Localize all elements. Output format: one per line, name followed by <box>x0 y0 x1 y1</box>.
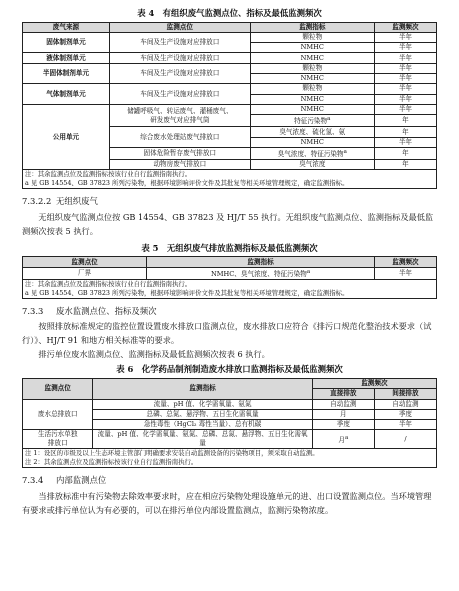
table-row <box>23 104 437 114</box>
table4-point-cell: 车间及生产设施对应排放口 <box>109 32 250 53</box>
table4-freq-cell: 半年 <box>374 84 436 94</box>
table5-note: 注：其余监测点位及监测指标按该行业自行监测指南执行。 <box>25 279 192 288</box>
footnote-marker: a <box>343 148 347 155</box>
table4-point-cell: 车间及生产设施对应排放口 <box>109 53 250 63</box>
table4-freq-cell: 半年 <box>374 63 436 73</box>
table4-header-point: 监测点位 <box>109 22 250 32</box>
table6 <box>22 378 437 468</box>
section-heading <box>22 196 437 207</box>
section-number: 7.3.4 <box>22 475 44 486</box>
table6-point-cell <box>23 430 93 449</box>
section-heading <box>22 306 437 317</box>
table4-indicator-cell <box>250 147 374 159</box>
table5-indicator-cell <box>147 267 375 279</box>
table6-indicator-cell: 总磷、总氮、悬浮物、五日生化需氧量 <box>93 409 312 419</box>
table4-caption: 表 4 有组织废气监测点位、指标及最低监测频次 <box>137 8 322 18</box>
section-title: 内部监测点位 <box>56 475 107 486</box>
table6-point-line: 排放口 <box>47 439 68 448</box>
table5-notes <box>23 279 437 298</box>
table4 <box>22 22 437 190</box>
table4-indicator-cell: 臭气浓度 <box>250 160 374 170</box>
table4-point-cell: 动物房废气排放口 <box>109 160 250 170</box>
table5-indicator-text: NMHC、臭气浓度、特征污染物 <box>210 269 307 278</box>
table5 <box>22 256 437 298</box>
table6-indicator-cell: 流量、pH 值、化学需氧量、氨氮、总磷、总氮、悬浮物、五日生化需氧量 <box>93 430 312 449</box>
table4-source-cell: 气体制剂单元 <box>23 84 110 105</box>
table6-indicator-cell: 流量、pH 值、化学需氧量、氨氮 <box>93 399 312 409</box>
table4-notes <box>23 170 437 189</box>
table4-indicator-cell: 颗粒物 <box>250 63 374 73</box>
paragraph: 排污单位废水监测点位、监测指标及最低监测频次按表 6 执行。 <box>38 349 270 360</box>
table6-header-point: 监测点位 <box>23 378 93 399</box>
footnote-marker: a <box>345 434 349 441</box>
table4-source-cell: 公用单元 <box>23 104 110 170</box>
table5-header-row <box>23 257 437 267</box>
table4-point-cell: 车间及生产设施对应排放口 <box>109 63 250 84</box>
table4-source-cell: 半固体制剂单元 <box>23 63 110 84</box>
table4-indicator-cell: NMHC <box>250 104 374 114</box>
table5-note: a 见 GB 14554、GB 37823 所列污染物，根据环境影响评价文件及其批复等相关环境管理规定，确定监测指标。 <box>25 288 349 297</box>
table6-indirect-cell: 季度 <box>374 409 436 419</box>
table6-note: 注 1：设区的市级及以上生态环境主管部门明确要求安装自动监测设备的污染物项目，须采取自动监测。 <box>25 449 319 458</box>
footnote-marker: a <box>327 116 331 123</box>
table4-note: 注：其余监测点位及监测指标按该行业自行监测指南执行。 <box>25 170 192 179</box>
table6-direct-text: 月 <box>338 436 345 444</box>
table6-indirect-cell: / <box>374 430 436 449</box>
table4-freq-cell: 半年 <box>374 104 436 114</box>
section-heading <box>22 475 437 486</box>
section-title: 无组织废气 <box>56 196 98 207</box>
table4-indicator-cell: 臭气浓度、硫化氢、氨 <box>250 127 374 137</box>
table-row <box>23 399 437 409</box>
table4-freq-cell: 半年 <box>374 53 436 63</box>
table4-header-row <box>23 22 437 32</box>
table6-direct-cell: 自动监测 <box>312 399 374 409</box>
table6-indirect-cell: 自动监测 <box>374 399 436 409</box>
table6-header-freq: 监测频次 <box>312 378 436 388</box>
table4-indicator-text: 臭气浓度、特征污染物 <box>277 150 344 159</box>
table4-freq-cell: 半年 <box>374 43 436 53</box>
table6-caption: 表 6 化学药品制剂制造废水排放口监测指标及最低监测频次 <box>116 364 343 375</box>
table4-freq-cell: 年 <box>374 160 436 170</box>
table6-note: 注 2：其余监测点位及监测指标按该行业自行监测指南执行。 <box>25 458 198 467</box>
table4-indicator-cell: NMHC <box>250 53 374 63</box>
table4-indicator-cell: 颗粒物 <box>250 84 374 94</box>
table6-point-line: 生活污水单独 <box>37 430 78 439</box>
table4-point-line: 储罐呼吸气、转运废气、灌桶废气、 <box>127 106 233 115</box>
table5-point-cell: 厂界 <box>23 267 147 279</box>
section-number: 7.3.3 <box>22 305 44 316</box>
table6-direct-cell <box>312 430 374 449</box>
table4-indicator-cell: NMHC <box>250 94 374 104</box>
table6-indicator-cell: 急性毒性（HgCl₂ 毒性当量）、总有机碳 <box>93 420 312 430</box>
table4-notes-row <box>23 170 437 189</box>
paragraph: 无组织废气监测点位按 GB 14554、GB 37823 及 HJ/T 55 执行。无组织废气监测点位、监测指标及最低监测频次按表 5 执行。 <box>22 211 434 237</box>
table4-source-cell: 固体制剂单元 <box>23 32 110 53</box>
table4-indicator-text: 特征污染物 <box>294 117 328 126</box>
section-number: 7.3.2.2 <box>22 196 52 207</box>
table-row <box>23 63 437 73</box>
table4-indicator-cell <box>250 115 374 127</box>
table6-header-indicator: 监测指标 <box>93 378 312 399</box>
table4-point-cell: 车间及生产设施对应排放口 <box>109 84 250 105</box>
table5-caption: 表 5 无组织废气排放监测指标及最低监测频次 <box>141 242 318 253</box>
table4-header-indicator: 监测指标 <box>250 22 374 32</box>
table-row <box>23 430 437 449</box>
table4-header-source: 废气来源 <box>23 22 110 32</box>
table4-freq-cell: 半年 <box>374 137 436 147</box>
table6-point-cell: 废水总排放口 <box>23 399 93 430</box>
table4-source-cell: 液体制剂单元 <box>23 53 110 63</box>
table4-freq-cell: 半年 <box>374 94 436 104</box>
table4-point-cell: 综合废水处理站废气排放口 <box>109 127 250 148</box>
table4-indicator-cell: NMHC <box>250 43 374 53</box>
table6-header-indirect: 间接排放 <box>374 389 436 399</box>
table4-freq-cell: 年 <box>374 147 436 159</box>
table4-indicator-cell: 颗粒物 <box>250 32 374 42</box>
table6-indirect-cell: 半年 <box>374 420 436 430</box>
table-row <box>23 267 437 279</box>
section-title: 废水监测点位、指标及频次 <box>56 305 157 316</box>
table4-freq-cell: 半年 <box>374 32 436 42</box>
footnote-marker: a <box>306 268 311 275</box>
table-row <box>23 32 437 42</box>
table4-note: a 见 GB 14554、GB 37823 所列污染物，根据环境影响评价文件及其批复等相关环境管理规定，确定监测指标。 <box>25 179 349 188</box>
table6-direct-cell: 季度 <box>312 420 374 430</box>
table5-notes-row <box>23 279 437 298</box>
table5-freq-cell: 半年 <box>374 267 436 279</box>
table4-freq-cell: 年 <box>374 127 436 137</box>
table5-header-indicator: 监测指标 <box>147 257 375 267</box>
table4-point-cell <box>109 104 250 126</box>
table4-indicator-cell: NMHC <box>250 137 374 147</box>
table4-header-freq: 监测频次 <box>374 22 436 32</box>
table4-freq-cell: 年 <box>374 115 436 127</box>
table5-header-point: 监测点位 <box>23 257 147 267</box>
paragraph: 按照排放标准规定的监控位置设置废水排放口监测点位，废水排放口应符合《排污口规范化整治技术要求（试行）》、HJ/T 91 和地方相关标准等的要求。 <box>22 321 432 346</box>
paragraph: 当排放标准中有污染物去除效率要求时，应在相应污染物处理设施单元的进、出口设置监测点位。当环境管理有要求或排污单位认为有必要的，可以在排污单位内部设置监测点，监测污染物浓度。 <box>22 490 432 515</box>
table-row <box>23 84 437 94</box>
table6-header-direct: 直接排放 <box>312 389 374 399</box>
table5-header-freq: 监测频次 <box>374 257 436 267</box>
table4-point-cell: 固体危险暂存废气排放口 <box>109 147 250 159</box>
table-row <box>23 53 437 63</box>
table6-direct-cell: 月 <box>312 409 374 419</box>
table6-notes <box>23 449 437 468</box>
table6-notes-row <box>23 449 437 468</box>
table6-header-row <box>23 378 437 388</box>
table4-freq-cell: 半年 <box>374 73 436 83</box>
table4-point-line: 研发废气对应排气筒 <box>150 115 210 124</box>
table4-indicator-cell: NMHC <box>250 73 374 83</box>
